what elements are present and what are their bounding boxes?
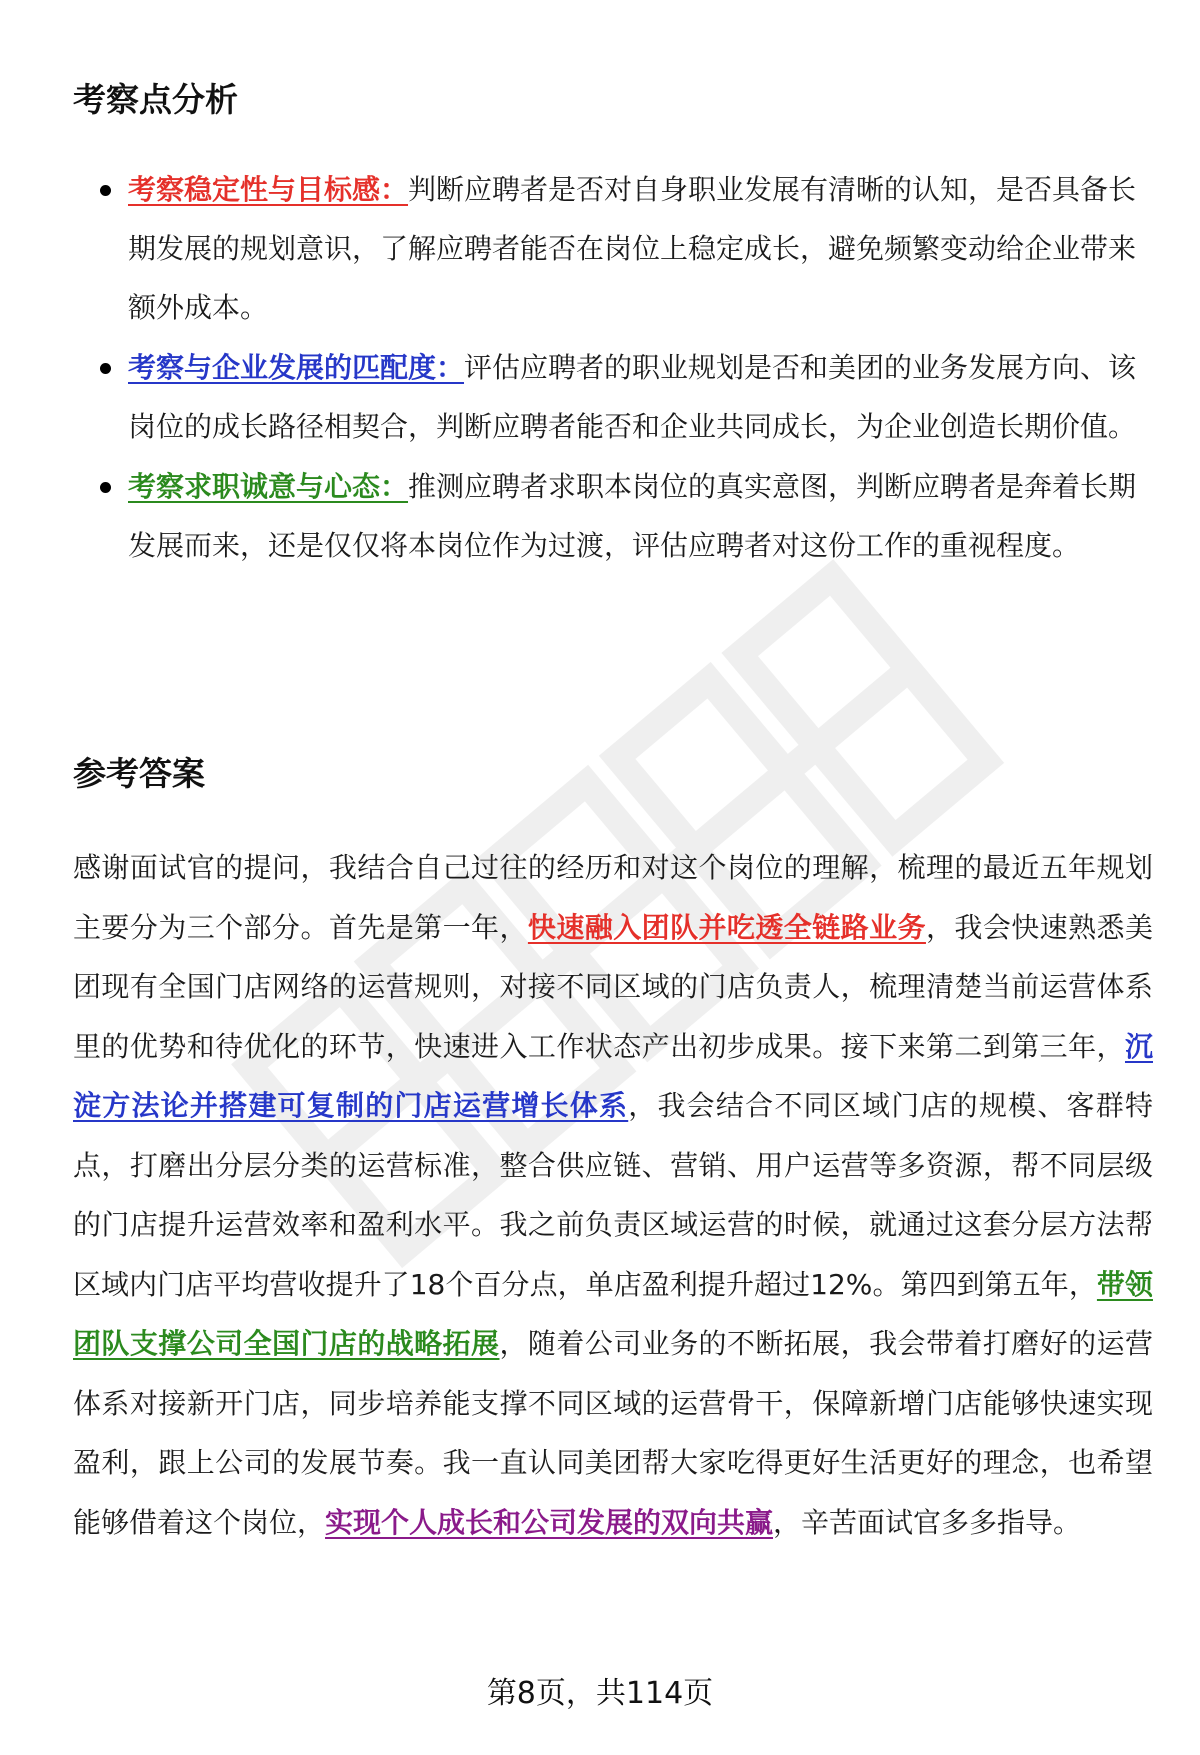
answer-text: ，我会结合不同区域门店的规模、客群特点，打磨出分层分类的运营标准，整合供应链、营销、用户运营等多资源，帮不同层级的门店提升运营效率和盈利水平。我之前负责区域运营的时候，就通过这套分层方法帮区域内门店平均营收提升了18个百分点，单店盈利提升超过12%。第四到第五年， <box>73 1089 1153 1301</box>
answer-keyphrase: 沉淀方法论并搭建可复制的门店运营增长体系 <box>73 1029 1153 1122</box>
answer-text: 感谢面试官的提问，我结合自己过往的经历和对这个岗位的理解，梳理的最近五年规划主要分为三个部分。首先是第一年， <box>73 851 1153 944</box>
point-text: 判断应聘者是否对自身职业发展有清晰的认知，是否具备长期发展的规划意识，了解应聘者能否在岗位上稳定成长，避免频繁变动给企业带来额外成本。 <box>128 173 1137 324</box>
analysis-point <box>73 338 1153 456</box>
analysis-point-list <box>73 160 1153 576</box>
answer-keyphrase: 快速融入团队并吃透全链路业务 <box>527 910 926 944</box>
bullet-icon <box>100 363 111 374</box>
answer-keyphrase: 带领团队支撑公司全国门店的战略拓展 <box>73 1267 1153 1360</box>
answer-text: ，我会快速熟悉美团现有全国门店网络的运营规则，对接不同区域的门店负责人，梳理清楚当前运营体系里的优势和待优化的环节，快速进入工作状态产出初步成果。接下来第二到第三年， <box>73 910 1153 1063</box>
point-text: 评估应聘者的职业规划是否和美团的业务发展方向、该岗位的成长路径相契合，判断应聘者能否和企业共同成长，为企业创造长期价值。 <box>128 351 1137 443</box>
answer-paragraph <box>73 838 1153 1552</box>
analysis-point <box>73 457 1153 575</box>
answer-keyphrase: 实现个人成长和公司发展的双向共赢 <box>325 1505 774 1539</box>
point-title: 考察求职诚意与心态： <box>128 470 409 503</box>
point-title: 考察稳定性与目标感： <box>128 173 409 206</box>
section-title-answer: 参考答案 <box>73 754 205 793</box>
point-title: 考察与企业发展的匹配度： <box>128 351 465 384</box>
analysis-point <box>73 160 1153 337</box>
bullet-icon <box>100 482 111 493</box>
page-number: 第8页，共114页 <box>486 1676 714 1711</box>
section-title-analysis: 考察点分析 <box>73 80 238 119</box>
answer-text: ，随着公司业务的不断拓展，我会带着打磨好的运营体系对接新开门店，同步培养能支撑不同区域的运营骨干，保障新增门店能够快速实现盈利，跟上公司的发展节奏。我一直认同美团帮大家吃得更好生活更好的理念，也希望能够借着这个岗位， <box>73 1327 1153 1539</box>
bullet-icon <box>100 185 111 196</box>
point-text: 推测应聘者求职本岗位的真实意图，判断应聘者是奔着长期发展而来，还是仅仅将本岗位作为过渡，评估应聘者对这份工作的重视程度。 <box>128 470 1137 562</box>
answer-text: ，辛苦面试官多多指导。 <box>773 1505 1082 1539</box>
